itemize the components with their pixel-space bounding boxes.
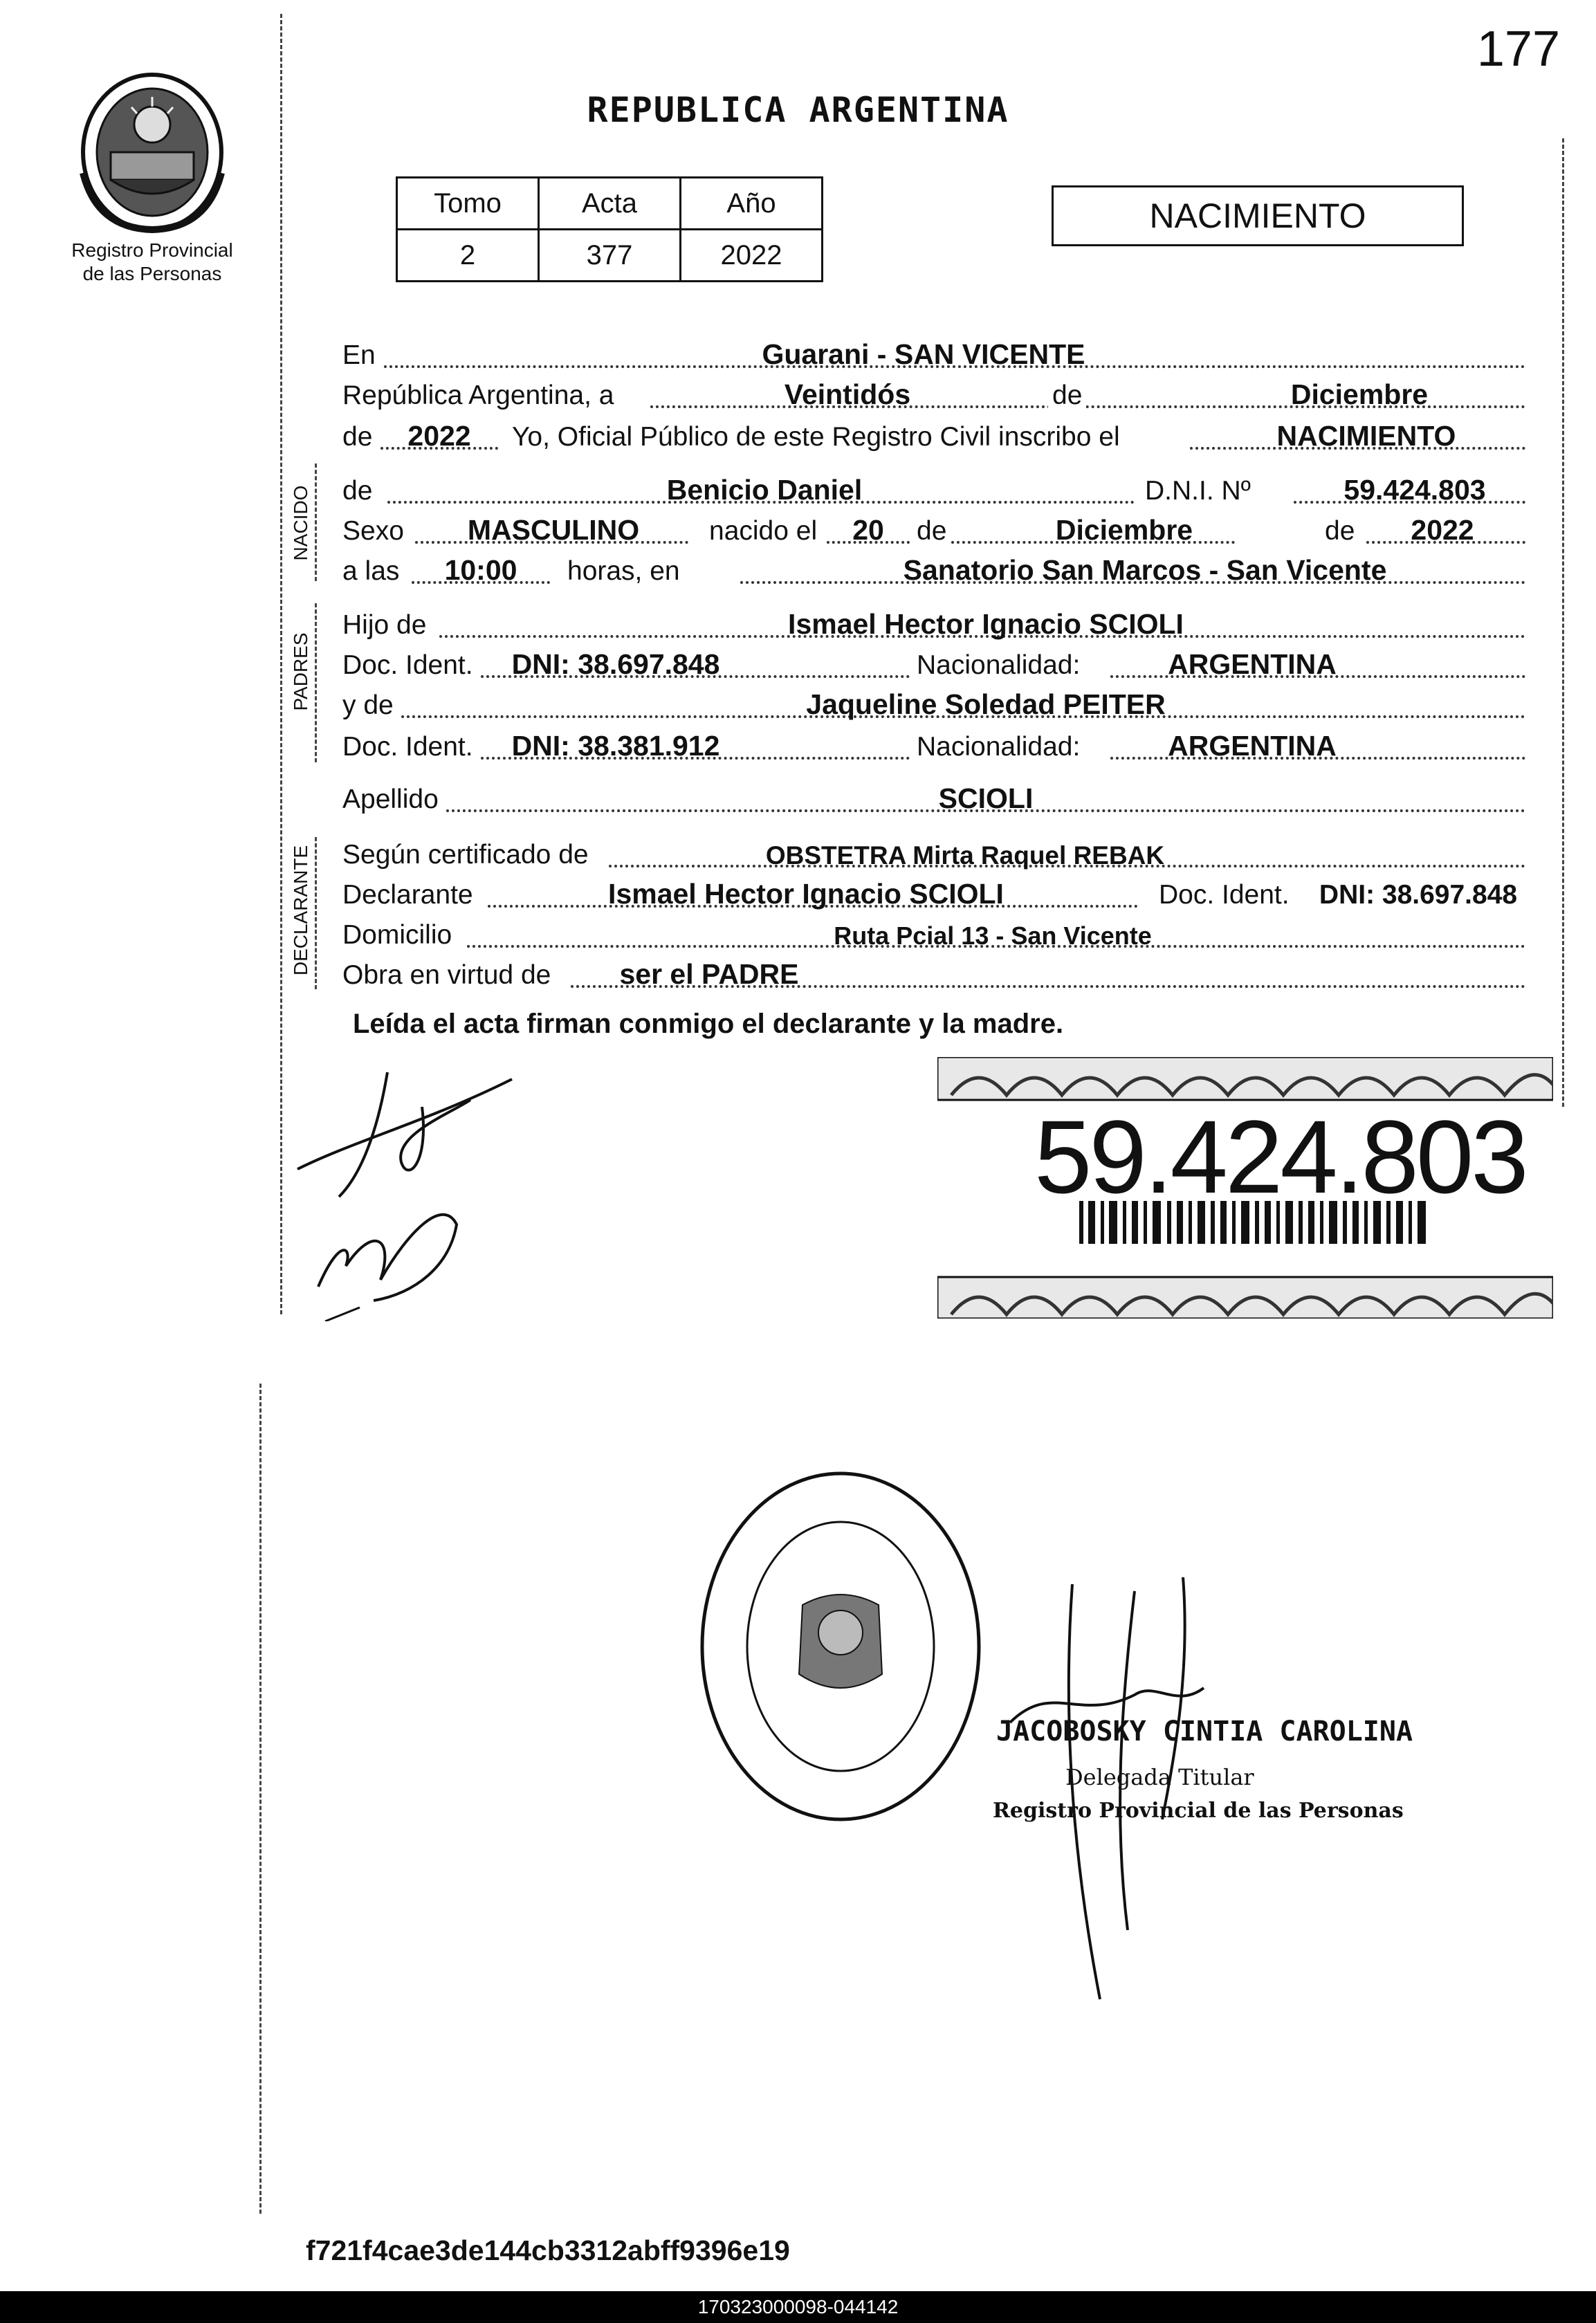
row-father-doc bbox=[342, 642, 1525, 681]
row-certificate bbox=[342, 832, 1525, 870]
child-birth-month: Diciembre bbox=[1055, 514, 1193, 546]
page-number: 177 bbox=[1476, 21, 1560, 77]
label-time: a las bbox=[342, 556, 400, 586]
registry-table-values bbox=[397, 230, 823, 282]
section-divider-nacido bbox=[315, 463, 317, 581]
declarant-name: Ismael Hector Ignacio SCIOLI bbox=[608, 878, 1004, 910]
closing-statement: Leída el acta firman conmigo el declarante y la madre. bbox=[353, 1009, 1064, 1039]
registry-table-header bbox=[397, 178, 823, 230]
label-doc-father: Doc. Ident. bbox=[342, 650, 473, 680]
record-type-box: NACIMIENTO bbox=[1052, 185, 1464, 246]
value-tomo: 2 bbox=[397, 230, 539, 282]
label-statement: Yo, Oficial Público de este Registro Civil inscribo el bbox=[512, 422, 1120, 452]
official-office: Registro Provincial de las Personas bbox=[993, 1799, 1404, 1823]
label-certificate: Según certificado de bbox=[342, 840, 589, 870]
label-nat-father: Nacionalidad: bbox=[917, 650, 1081, 680]
father-doc: DNI: 38.697.848 bbox=[511, 648, 720, 680]
label-year: de bbox=[342, 422, 373, 452]
act-month: Diciembre bbox=[1290, 378, 1429, 410]
section-label-declarante: DECLARANTE bbox=[290, 845, 311, 976]
child-sex: MASCULINO bbox=[467, 514, 640, 546]
act-year: 2022 bbox=[407, 420, 471, 452]
label-doc-mother: Doc. Ident. bbox=[342, 732, 473, 762]
registry-table bbox=[396, 176, 823, 282]
label-and: y de bbox=[342, 690, 394, 720]
row-statement bbox=[342, 414, 1525, 452]
act-record: NACIMIENTO bbox=[1276, 420, 1456, 452]
mother-nationality: ARGENTINA bbox=[1168, 730, 1337, 762]
declarant-doc: DNI: 38.697.848 bbox=[1319, 880, 1518, 910]
official-name: JACOBOSKY CINTIA CAROLINA bbox=[996, 1716, 1413, 1747]
header-ano: Año bbox=[681, 178, 823, 230]
section-label-nacido: NACIDO bbox=[290, 485, 311, 561]
section-divider-padres bbox=[315, 603, 317, 762]
child-time: 10:00 bbox=[444, 554, 517, 586]
label-de-child: de bbox=[342, 476, 373, 506]
row-father bbox=[342, 602, 1525, 641]
label-reason: Obra en virtud de bbox=[342, 960, 551, 990]
row-declarant bbox=[342, 872, 1525, 910]
mother-doc: DNI: 38.381.912 bbox=[511, 730, 720, 762]
address-value: Ruta Pcial 13 - San Vicente bbox=[834, 921, 1152, 950]
label-en: En bbox=[342, 340, 376, 370]
reason-value: ser el PADRE bbox=[619, 958, 799, 990]
footer-code-bar: 170323000098-044142 bbox=[0, 2291, 1596, 2323]
declarant-signature-icon bbox=[291, 1058, 519, 1321]
label-nat-mother: Nacionalidad: bbox=[917, 732, 1081, 762]
label-dni-child: D.N.I. Nº bbox=[1145, 476, 1251, 506]
child-birth-day: 20 bbox=[852, 514, 884, 546]
label-declarant-doc: Doc. Ident. bbox=[1159, 880, 1290, 910]
issuer-caption-line2: de las Personas bbox=[82, 263, 222, 284]
father-name: Ismael Hector Ignacio SCIOLI bbox=[788, 608, 1184, 640]
label-de-month: de bbox=[1048, 380, 1086, 411]
section-divider-declarante bbox=[315, 837, 317, 989]
child-names: Benicio Daniel bbox=[666, 474, 863, 506]
act-day-words: Veintidós bbox=[784, 378, 911, 410]
child-birthplace: Sanatorio San Marcos - San Vicente bbox=[903, 554, 1387, 586]
label-declarant: Declarante bbox=[342, 880, 473, 910]
issuer-caption-line1: Registro Provincial bbox=[71, 239, 233, 261]
label-surname: Apellido bbox=[342, 784, 439, 814]
surname-value: SCIOLI bbox=[938, 782, 1034, 814]
right-margin-rule bbox=[1562, 138, 1564, 1107]
label-address: Domicilio bbox=[342, 920, 452, 950]
certificate-value: OBSTETRA Mirta Raquel REBAK bbox=[765, 841, 1165, 870]
label-born: nacido el bbox=[709, 516, 818, 546]
label-sex: Sexo bbox=[342, 516, 404, 546]
row-child-sex bbox=[342, 508, 1525, 547]
row-child-name bbox=[342, 468, 1525, 506]
father-nationality: ARGENTINA bbox=[1168, 648, 1337, 680]
row-reason bbox=[342, 952, 1525, 991]
country-title: REPUBLICA ARGENTINA bbox=[587, 90, 1009, 130]
margin-rule-lower bbox=[259, 1384, 262, 2214]
row-mother-doc bbox=[342, 724, 1525, 762]
row-place bbox=[342, 332, 1525, 371]
document-hash: f721f4cae3de144cb3312abff9396e19 bbox=[306, 2234, 790, 2266]
row-address bbox=[342, 912, 1525, 951]
header-tomo: Tomo bbox=[397, 178, 539, 230]
child-birth-year: 2022 bbox=[1411, 514, 1474, 546]
issuer-caption bbox=[48, 239, 256, 286]
mother-name: Jaqueline Soledad PEITER bbox=[806, 688, 1166, 720]
dni-sticker bbox=[937, 1057, 1553, 1319]
row-surname bbox=[342, 776, 1525, 815]
margin-rule bbox=[280, 14, 282, 1314]
act-place: Guarani - SAN VICENTE bbox=[762, 338, 1085, 370]
label-de-birth-year: de bbox=[1325, 516, 1355, 546]
official-title: Delegada Titular bbox=[1065, 1764, 1254, 1790]
section-label-padres: PADRES bbox=[290, 632, 311, 711]
label-son-of: Hijo de bbox=[342, 610, 427, 640]
header-acta: Acta bbox=[539, 178, 681, 230]
dni-sticker-number: 59.424.803 bbox=[1034, 1099, 1526, 1215]
child-dni: 59.424.803 bbox=[1343, 474, 1486, 506]
row-mother bbox=[342, 682, 1525, 721]
row-child-time bbox=[342, 548, 1525, 587]
office-stamp-icon bbox=[695, 1467, 986, 1826]
label-republic: República Argentina, a bbox=[342, 380, 614, 410]
official-signature-icon bbox=[996, 1570, 1245, 2013]
label-de-birth-month: de bbox=[917, 516, 947, 546]
row-date bbox=[342, 372, 1525, 411]
label-hours: horas, en bbox=[567, 556, 680, 586]
value-acta: 377 bbox=[539, 230, 681, 282]
value-ano: 2022 bbox=[681, 230, 823, 282]
